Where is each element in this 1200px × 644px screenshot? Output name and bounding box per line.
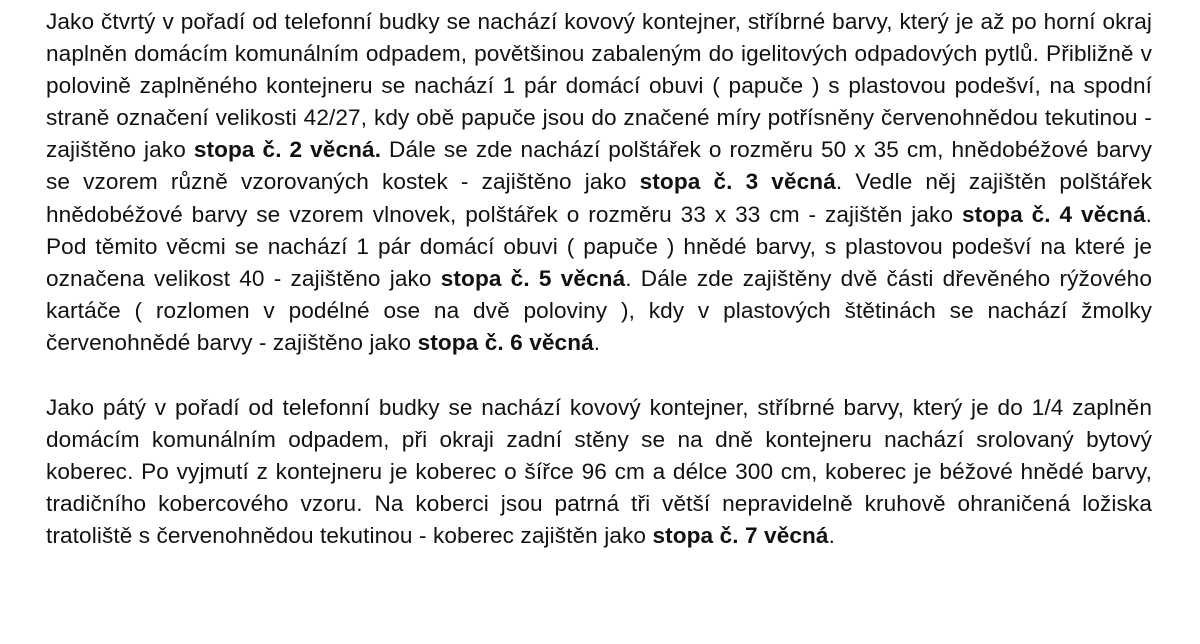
para1-text: . Pod těmito věcmi se nachází 1 pár domácí obuvi ( papuče ) hnědé barvy, s plastovou podešví na které je označena velikost 40 - zajištěno jako bbox=[46, 201, 1152, 291]
evidence-label-4: stopa č. 4 věcná bbox=[961, 201, 1146, 227]
evidence-label-5: stopa č. 5 věcná bbox=[440, 265, 626, 291]
para2-text: Jako pátý v pořadí od telefonní budky se nachází kovový kontejner, stříbrné barvy, který je do 1/4 zaplněn domácím komunálním odpadem, při okraji zadní stěny se na dně kontejneru nachází srolovaný bytový koberec. Po vyjmutí z kontejneru je koberec o šířce 96 cm a délce 300 cm, koberec je béžové hnědé barvy, tradičního kobercového vzoru. Na koberci jsou patrná tři větší nepravidelně kruhově ohraničená ložiska tratoliště s červenohnědou tekutinou - koberec zajištěn jako bbox=[46, 395, 1152, 549]
para1-text: . Vedle něj zajištěn polštářek hnědobéžové barvy se vzorem vlnovek, polštářek o rozměru 33 x 33 cm - zajištěn jako bbox=[46, 169, 1152, 227]
document-page bbox=[46, 6, 1152, 553]
para1-text: Dále se zde nachází polštářek o rozměru 50 x 35 cm, hnědobéžové barvy se vzorem různě vzorovaných kostek - zajištěno jako bbox=[46, 137, 1152, 195]
evidence-label-3: stopa č. 3 věcná bbox=[639, 169, 836, 195]
evidence-label-6: stopa č. 6 věcná bbox=[417, 329, 594, 355]
para1-text: Jako čtvrtý v pořadí od telefonní budky se nachází kovový kontejner, stříbrné barvy, který je až po horní okraj naplněn domácím komunálním odpadem, povětšinou zabaleným do igelitových odpadových pytlů. Přibližně v polovině zaplněného kontejneru se nachází 1 pár domácí obuvi ( papuče ) s plastovou podešví, na spodní straně označení velikosti 42/27, kdy obě papuče jsou do značené míry potřísněny červenohnědou tekutinou - zajištěno jako bbox=[46, 9, 1152, 163]
para1-text: . bbox=[593, 329, 601, 355]
evidence-label-2: stopa č. 2 věcná. bbox=[193, 137, 382, 163]
paragraph-container-1 bbox=[46, 6, 1152, 359]
para2-text: . bbox=[828, 523, 835, 549]
evidence-label-7: stopa č. 7 věcná bbox=[652, 523, 829, 549]
para1-text: . Dále zde zajištěny dvě části dřevěného rýžového kartáče ( rozlomen v podélné ose na dvě poloviny ), kdy v plastových štětinách se nachází žmolky červenohnědé barvy - zajištěno jako bbox=[46, 265, 1152, 355]
paragraph-container-2 bbox=[46, 392, 1152, 552]
